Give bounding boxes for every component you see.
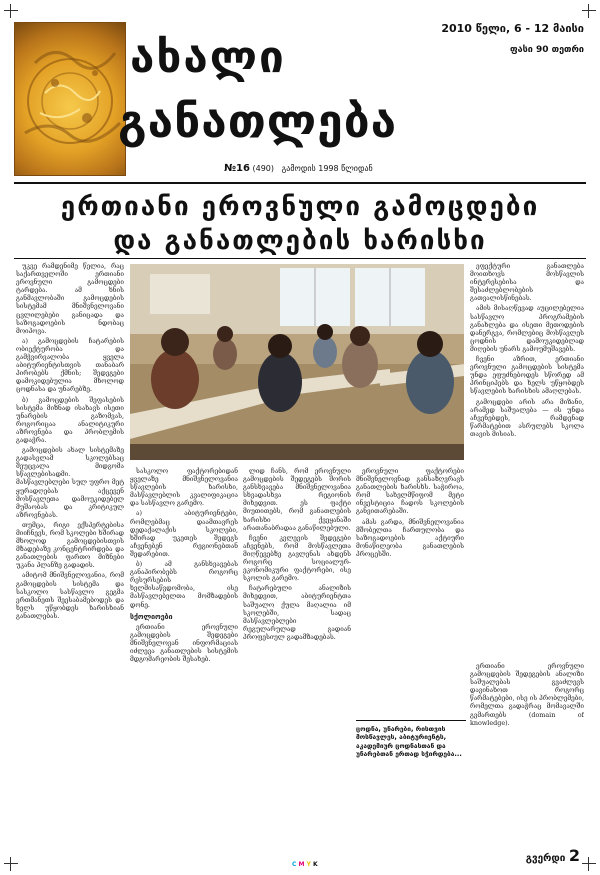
paragraph: თუმცა, რიგი ექსპერტებისა მიიჩნევს, რომ სკოლები ხშირად მხოლოდ გამოცდებისთვის მზადებაზე კონცენტრირდება და განათლების ფართო მიზნები უკანა პლანზე გადადის. (16, 520, 124, 570)
article-column-1 (16, 262, 124, 867)
paragraph: ჩატარებული ანალიზის მიხედვით, აბიტურიენტთა საშუალო ქულა მაღალია იმ სკოლებში, სადაც მასწავლებლები რეგულარულად გადიან პროფესიულ გადამზადებას. (243, 584, 351, 641)
paragraph: ეფექტური განათლება მოითხოვს მოსწავლის ინტერესებისა და შესაძლებლობების გათვალისწინებას. (470, 262, 584, 303)
article-column-4 (356, 467, 464, 715)
page-label: გვერდი (525, 853, 566, 864)
paragraph: ბ) ამ განსხვავებას განაპირობებს როგორც რესურსების ხელმისაწვდომობა, ისე მასწავლებელთა მომზადების დონე. (130, 560, 238, 609)
paragraph: ჩვენი აზრით, ერთიანი ეროვნული გამოცდების სისტემა უნდა ეფუძნებოდეს სწორედ ამ პრინციპებს და ხელს უწყობდეს სწავლების ხარისხის ამაღლებას. (470, 355, 584, 396)
headline-line1: ერთიანი ეროვნული გამოცდები (60, 192, 540, 222)
issue-number-line (224, 163, 373, 174)
paragraph: ამას გარდა, მნიშვნელოვანია მშობელთა ჩართულობა და საზოგადოების აქტიური მონაწილეობა განათლების პროცესში. (356, 517, 464, 558)
masthead-rule (14, 182, 586, 184)
cmyk-m: M (298, 861, 305, 868)
paragraph: სასკოლო ფაქტორებიდან ყველაზე მნიშვნელოვანია სწავლების ხარისხი, მასწავლებლის კვალიფიკაცია და სასწავლო გარემო. (130, 467, 238, 508)
article-column-3 (243, 467, 351, 867)
newspaper-logo (14, 22, 126, 176)
paragraph: ა) გამოცდების ჩატარების ობიექტურობა და გამჭვირვალობა ყველა აბიტურიენტისთვის თანაბარ პირობებს ქმნის; შედეგები დამოკიდებულია მხოლოდ ცოდნასა და უნარებზე. (16, 336, 124, 394)
issue-price: ფასი 90 თეთრი (509, 45, 584, 55)
headline-line2: და განათლების ხარისხი (113, 226, 487, 256)
paragraph: ამის მისაღწევად აუცილებელია სასწავლო პროგრამების განახლება და ისეთი მეთოდების დანერგვა, რომლებიც მოსწავლეს ცოდნის დამოუკიდებლად მიღების უნარს გამოუმუშავებს. (470, 304, 584, 353)
article-column-5-continued (470, 662, 584, 837)
crop-mark-top-right (582, 4, 596, 18)
paragraph: უკვე რამდენიმე წელია, რაც საქართველოში ერთიანი ეროვნული გამოცდები ტარდება. ამ ხნის განმავლობაში გამოცდების სისტემამ მნიშვნელოვანი ცვლილებები განიცადა და საზოგადოების ნდობაც მოიპოვა. (16, 262, 124, 335)
cmyk-c: C (292, 861, 297, 868)
paragraph: ბ) გამოცდების შეფასების სისტემა მიზნად ისახავს ისეთი უნარების გაზომვას, როგორიცაა ანალიტიკური აზროვნება და პრობლემის გადაჭრა. (16, 395, 124, 444)
article-column-2 (130, 467, 238, 867)
paragraph: ა) აბიტურიენტები, რომლებმაც დაამთავრეს დედაქალაქის სკოლები, ხშირად უკეთეს შედეგს აჩვენებენ რეგიონებთან შედარებით. (130, 509, 238, 558)
issue-date-box (441, 22, 584, 55)
paragraph: ჩვენი კვლევის შედეგები აჩვენებს, რომ მოსწავლეთა მიღწევებზე გავლენას ახდენს როგორც სოციალურ-ეკონომიკური ფაქტორები, ისე სკოლის გარემო. (243, 533, 351, 583)
headline-rule (14, 258, 586, 259)
paragraph: ლიდ ჩანს, რომ ეროვნული გამოცდების შედეგებს შორის განსხვავება მნიშვნელოვანია სხვადასხვა რეგიონის მიხედვით. ეს ფაქტი მიუთითებს, რომ განათლების ხარისხი ქვეყანაში არათანაბრადაა განაწილებული. (243, 467, 351, 532)
masthead-title-line2: განათლება (118, 94, 398, 148)
crop-mark-top-left (4, 4, 18, 18)
cmyk-k: K (313, 861, 318, 868)
issue-total: (490) (252, 164, 275, 173)
issue-date: 2010 წელი, 6 - 12 მაისი (441, 22, 584, 35)
paragraph: ეროვნული ფაქტორები მნიშვნელოვნად განსაზღვრავს განათლების ხარისხს. საჭიროა, რომ სახელმწიფომ მეტი ინვესტიცია ჩადოს სკოლების განვითარებაში. (356, 467, 464, 516)
paragraph: ერთიანი ეროვნული გამოცდების შედეგები მნიშვნელოვან ინფორმაციას იძლევა განათლების სისტემის მდგომარეობის შესახებ. (130, 622, 238, 664)
paragraph: გამოცდების ახალ სისტემაზე გადასვლამ სკოლებსაც შეუცვალა მიდგომა სწავლებისადმი. მასწავლებლები სულ უფრო მეტ ყურადღებას აქცევენ მოსწავლეთა დამოუკიდებელ მუშაობას და კრიტიკულ აზროვნებას. (16, 446, 124, 519)
exam-classroom-photo (130, 264, 464, 460)
article-column-5 (470, 262, 584, 657)
paragraph: გამოცდები არის არა მიზანი, არამედ საშუალება — ის უნდა აჩვენებდეს, რამდენად წარმატებით ასრულებს სკოლა თავის მისიას. (470, 397, 584, 438)
masthead-title-line1: ახალი (130, 32, 286, 83)
pull-quote: ცოდნა, უნარები, რისთვის მოსწავლეს, აბიტურიენტს, აკადემიურ ცოდნასთან და უნარებთან ერთად სჭირდება... (356, 720, 466, 759)
published-since: გამოდის 1998 წლიდან (281, 164, 373, 173)
continued-on-page (526, 846, 580, 865)
cmyk-marks (292, 861, 318, 868)
page-number: 2 (568, 846, 580, 865)
section-subhead: სქოლიოები (130, 612, 173, 621)
paragraph: ერთიანი ეროვნული გამოცდების შედეგების ანალიზი საშუალებას გვაძლევს დავინახოთ როგორც წარმატებები, ისე ის პრობლემები, რომელთა გადაჭრაც მომავალში გვმართებს (domain of knowledge). (470, 662, 584, 727)
issue-number: №16 (224, 163, 250, 174)
crop-mark-bottom-right (582, 857, 596, 871)
paragraph: ამიტომ მნიშვნელოვანია, რომ გამოცდების სისტემა და სასკოლო სასწავლო გეგმა ერთმანეთს შეესაბამებოდეს და ხელს უწყობდეს ხარისხიან განათლებას. (16, 571, 124, 620)
cmyk-y: Y (306, 861, 311, 868)
